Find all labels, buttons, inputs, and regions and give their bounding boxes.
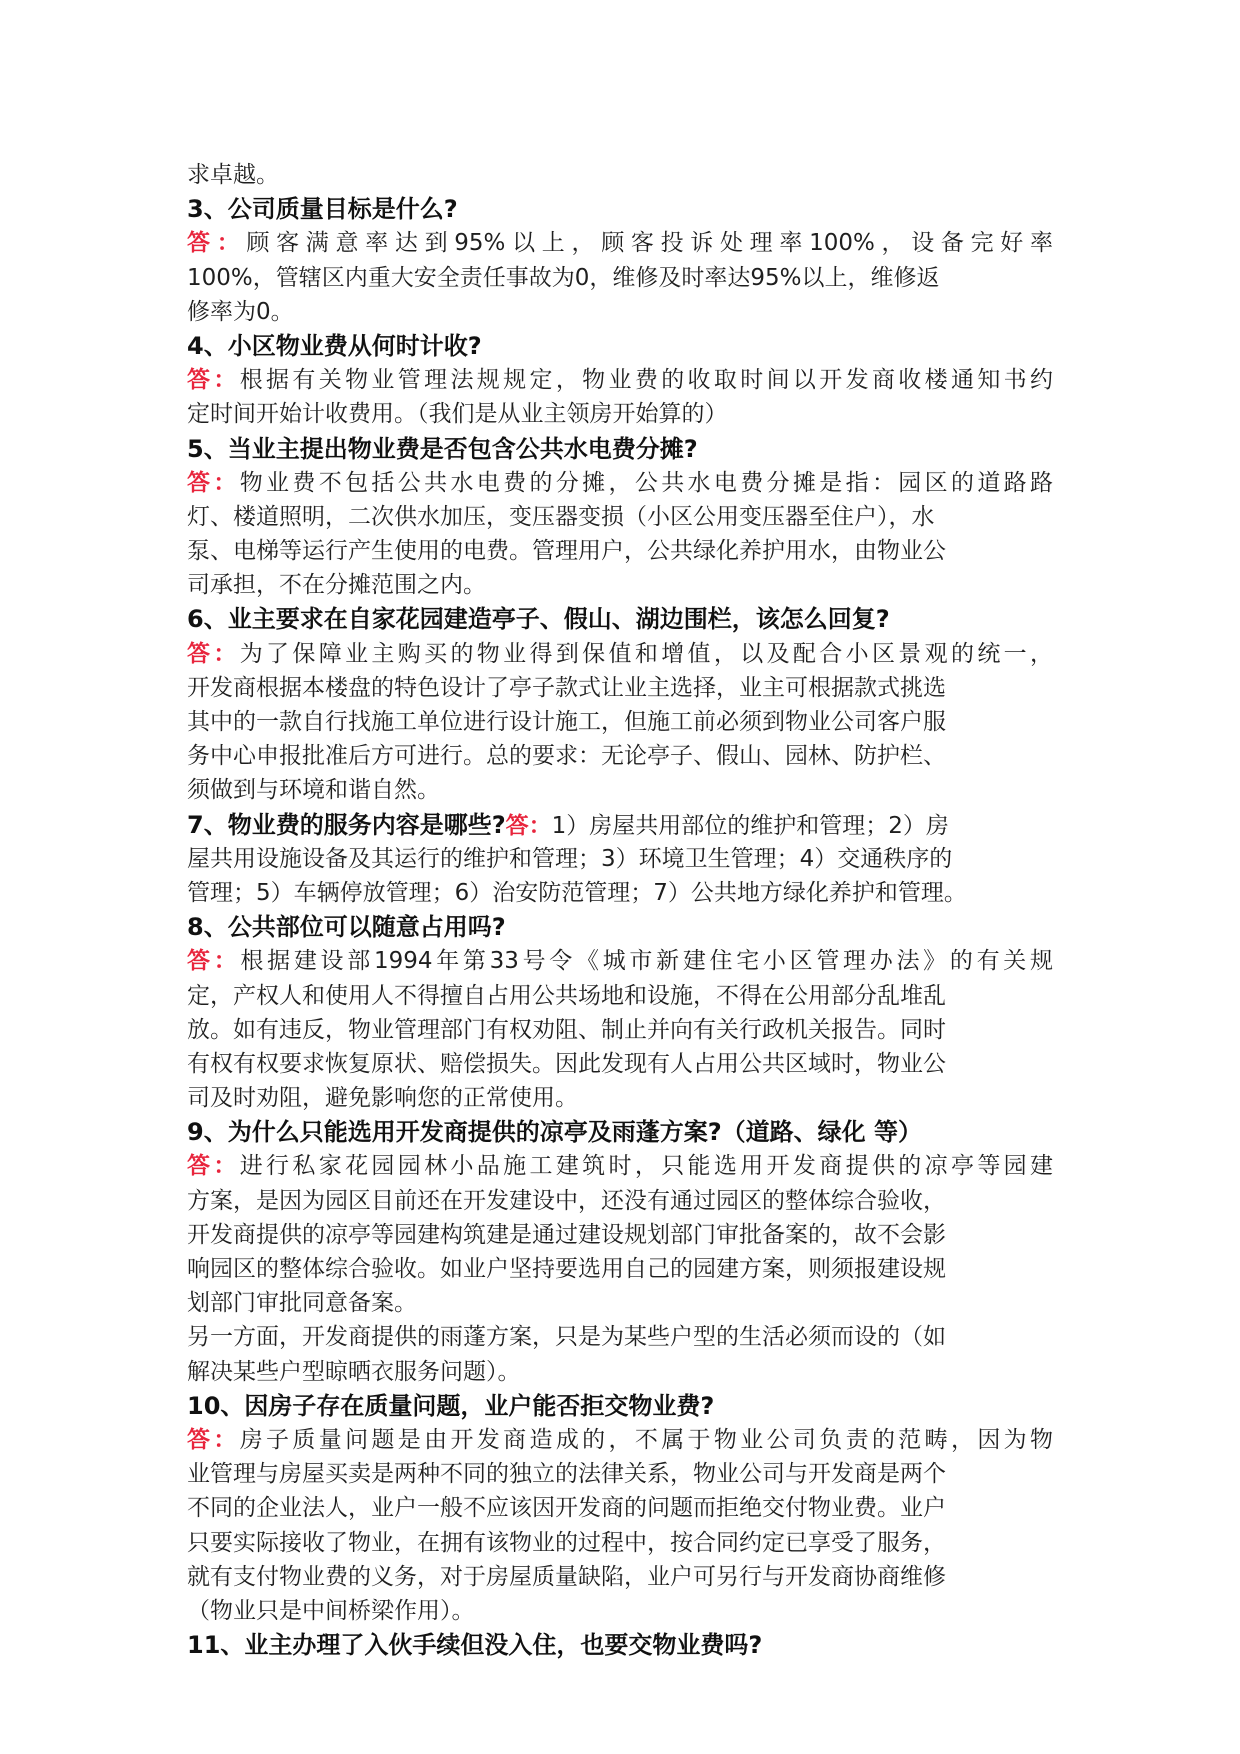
answer-text: 进行私家花园园林小品施工建筑时，只能选用开发商提供的凉亭等园建 xyxy=(239,1153,1053,1180)
answer-line xyxy=(187,637,1053,671)
body-text: 务中心申报批准后方可进行。总的要求：无论亭子、假山、园林、防护栏、 xyxy=(187,743,946,770)
answer-text: 物业费不包括公共水电费的分摊，公共水电费分摊是指：园区的道路路 xyxy=(239,469,1053,496)
body-text-line xyxy=(187,671,1053,705)
answer-text: 1）房屋共用部位的维护和管理；2）房 xyxy=(551,812,949,839)
body-text: 业管理与房屋买卖是两种不同的独立的法律关系，物业公司与开发商是两个 xyxy=(187,1461,946,1488)
question-text: 9、为什么只能选用开发商提供的凉亭及雨蓬方案?（道路、绿化 等） xyxy=(187,1118,922,1147)
body-text-line xyxy=(187,534,1053,568)
body-text-line xyxy=(187,705,1053,739)
question-text: 10、因房子存在质量问题，业户能否拒交物业费? xyxy=(187,1391,715,1420)
body-text-line xyxy=(187,1184,1053,1218)
body-text: 响园区的整体综合验收。如业户坚持要选用自己的园建方案，则须报建设规 xyxy=(187,1256,946,1282)
body-text-line xyxy=(187,1013,1053,1047)
answer-label: 答： xyxy=(187,640,240,667)
answer-text: 房子质量问题是由开发商造成的，不属于物业公司负责的范畴，因为物 xyxy=(239,1426,1053,1453)
body-text-line xyxy=(187,261,1053,295)
answer-line xyxy=(187,466,1053,500)
question-heading xyxy=(187,1389,1053,1423)
body-text-line xyxy=(187,295,1053,329)
answer-label: 答： xyxy=(187,1153,240,1180)
question-text: 4、小区物业费从何时计收? xyxy=(187,331,482,360)
body-text-line xyxy=(187,1218,1053,1252)
body-text: 其中的一款自行找施工单位进行设计施工，但施工前必须到物业公司客户服 xyxy=(187,709,946,735)
body-text: 司及时劝阻，避免影响您的正常使用。 xyxy=(187,1085,578,1112)
body-text-line xyxy=(187,1355,1053,1389)
body-text: 解决某些户型晾晒衣服务问题）。 xyxy=(187,1358,521,1385)
body-text: 定时间开始计收费用。（我们是从业主领房开始算的） xyxy=(187,401,728,428)
body-text-line xyxy=(187,1252,1053,1286)
answer-line xyxy=(187,944,1053,978)
body-text: 方案，是因为园区目前还在开发建设中，还没有通过园区的整体综合验收， xyxy=(187,1187,946,1214)
body-text: 求卓越。 xyxy=(187,162,279,188)
body-text: 不同的企业法人，业户一般不应该因开发商的问题而拒绝交付物业费。业户 xyxy=(187,1495,946,1522)
body-text-line xyxy=(187,1560,1053,1594)
answer-label: 答： xyxy=(187,367,240,394)
answer-text: 顾客满意率达到95%以上，顾客投诉处理率100%，设备完好率 xyxy=(246,230,1053,257)
body-text-line xyxy=(187,1526,1053,1560)
question-heading xyxy=(187,432,1053,466)
body-text: 有权有权要求恢复原状、赔偿损失。因此发现有人占用公共区域时，物业公 xyxy=(187,1050,946,1077)
body-text: 须做到与环境和谐自然。 xyxy=(187,777,440,804)
body-text-line xyxy=(187,1320,1053,1354)
body-text-line xyxy=(187,158,1053,192)
body-text: 定，产权人和使用人不得擅自占用公共场地和设施，不得在公用部分乱堆乱 xyxy=(187,982,946,1009)
question-heading xyxy=(187,602,1053,636)
answer-label: 答： xyxy=(187,469,240,496)
question-text: 7、物业费的服务内容是哪些? xyxy=(187,810,506,839)
body-text: 放。如有违反，物业管理部门有权劝阻、制止并向有关行政机关报告。同时 xyxy=(187,1016,946,1043)
question-text: 6、业主要求在自家花园建造亭子、假山、湖边围栏，该怎么回复? xyxy=(187,605,890,634)
question-heading xyxy=(187,192,1053,226)
body-text: 管理；5）车辆停放管理；6）治安防范管理；7）公共地方绿化养护和管理。 xyxy=(187,879,967,906)
body-text-line xyxy=(187,1047,1053,1081)
body-text-line xyxy=(187,1286,1053,1320)
question-heading xyxy=(187,329,1053,363)
question-heading xyxy=(187,1115,1053,1149)
body-text: 另一方面，开发商提供的雨蓬方案，只是为某些户型的生活必须而设的（如 xyxy=(187,1324,946,1351)
body-text-line xyxy=(187,500,1053,534)
body-text: （物业只是中间桥梁作用）。 xyxy=(187,1597,475,1624)
answer-line xyxy=(187,363,1053,397)
body-text: 屋共用设施设备及其运行的维护和管理；3）环境卫生管理；4）交通秩序的 xyxy=(187,845,953,872)
body-text-line xyxy=(187,1457,1053,1491)
body-text: 100%，管辖区内重大安全责任事故为0，维修及时率达95%以上，维修返 xyxy=(187,264,940,291)
body-text: 只要实际接收了物业，在拥有该物业的过程中，按合同约定已享受了服务， xyxy=(187,1529,946,1556)
body-text: 灯、楼道照明，二次供水加压，变压器变损（小区公用变压器至住户），水 xyxy=(187,503,935,530)
body-text-line xyxy=(187,739,1053,773)
body-text-line xyxy=(187,979,1053,1013)
answer-label: 答： xyxy=(187,1426,240,1453)
body-text-line xyxy=(187,773,1053,807)
question-text: 5、当业主提出物业费是否包含公共水电费分摊? xyxy=(187,434,698,463)
answer-label: 答： xyxy=(505,812,552,839)
body-text: 泵、电梯等运行产生使用的电费。管理用户，公共绿化养护用水，由物业公 xyxy=(187,538,946,565)
body-text-line xyxy=(187,876,1053,910)
body-text: 修率为0。 xyxy=(187,298,294,325)
body-text-line xyxy=(187,842,1053,876)
body-text: 开发商根据本楼盘的特色设计了亭子款式让业主选择，业主可根据款式挑选 xyxy=(187,674,946,701)
question-text: 3、公司质量目标是什么? xyxy=(187,195,458,224)
body-text: 开发商提供的凉亭等园建构筑建是通过建设规划部门审批备案的，故不会影 xyxy=(187,1221,946,1248)
answer-label: 答： xyxy=(187,948,241,975)
body-text-line xyxy=(187,1491,1053,1525)
body-text: 划部门审批同意备案。 xyxy=(187,1290,417,1317)
body-text-line xyxy=(187,1594,1053,1628)
question-answer-line xyxy=(187,808,1053,842)
body-text-line xyxy=(187,397,1053,431)
body-text: 司承担，不在分摊范围之内。 xyxy=(187,572,486,599)
answer-text: 根据有关物业管理法规规定，物业费的收取时间以开发商收楼通知书约 xyxy=(239,367,1053,394)
body-text-line xyxy=(187,1081,1053,1115)
answer-line xyxy=(187,1423,1053,1457)
question-text: 11、业主办理了入伙手续但没入住，也要交物业费吗? xyxy=(187,1631,763,1660)
question-text: 8、公共部位可以随意占用吗? xyxy=(187,913,506,942)
document-page xyxy=(187,158,1053,1662)
body-text-line xyxy=(187,568,1053,602)
body-text: 就有支付物业费的义务，对于房屋质量缺陷，业户可另行与开发商协商维修 xyxy=(187,1563,946,1590)
answer-text: 根据建设部1994年第33号令《城市新建住宅小区管理办法》的有关规 xyxy=(240,948,1053,975)
question-heading xyxy=(187,1628,1053,1662)
answer-line xyxy=(187,226,1053,260)
question-heading xyxy=(187,910,1053,944)
answer-line xyxy=(187,1149,1053,1183)
answer-text: 为了保障业主购买的物业得到保值和增值，以及配合小区景观的统一， xyxy=(239,640,1053,667)
answer-label: 答： xyxy=(187,230,247,257)
